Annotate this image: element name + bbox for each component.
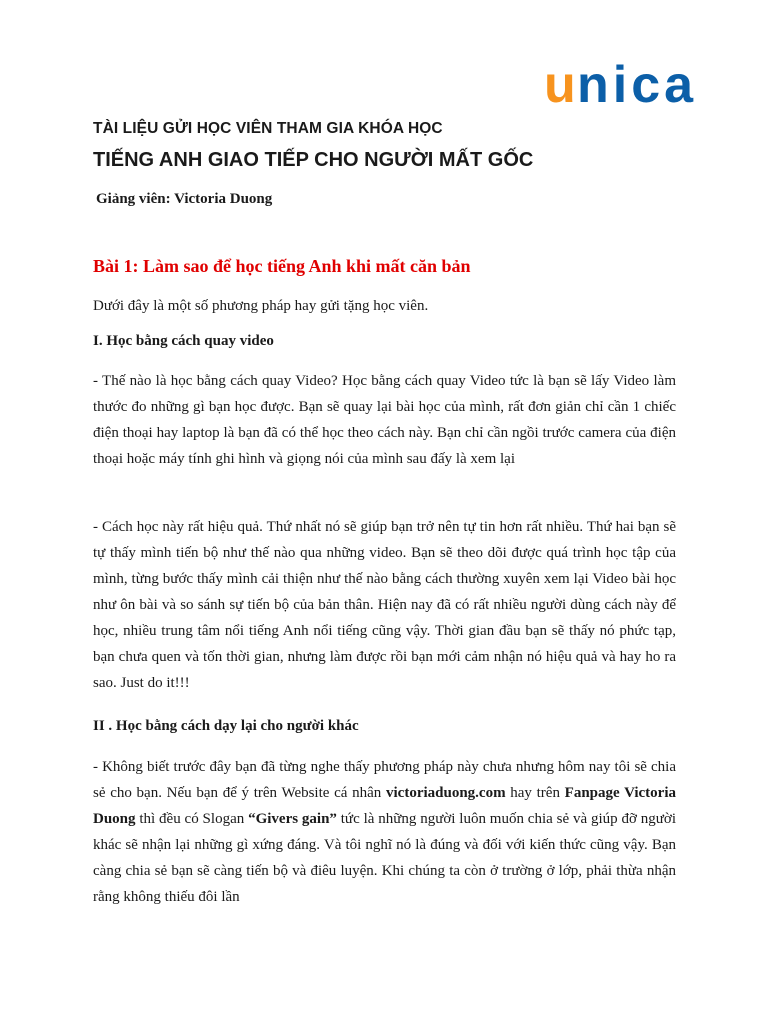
unica-logo — [544, 60, 724, 116]
svg-text:u: u — [544, 60, 576, 114]
svg-text:nica: nica — [577, 60, 698, 114]
document-title: TIẾNG ANH GIAO TIẾP CHO NGƯỜI MẤT GỐC — [93, 149, 534, 171]
section-2-text-d: tức là những người luôn muốn chia sẻ và giúp đỡ người khác sẽ nhận lại những gì xứng đáng. Và tôi nghĩ nó là đúng và đối với kiến thức cũng vậy. Bạn càng chia sẻ bạn sẽ càng tiến bộ và điêu luyện. Khi chúng ta còn ở trường ở lớp, phải thừa nhận rằng không thiếu đôi lần — [93, 811, 676, 905]
document-kicker: TÀI LIỆU GỬI HỌC VIÊN THAM GIA KHÓA HỌC — [93, 120, 443, 137]
fanpage-name: Fanpage Victoria Duong — [93, 785, 677, 827]
section-2-text-a: - Không biết trước đây bạn đã từng nghe thấy phương pháp này chưa nhưng hôm nay tôi sẽ chia sẻ cho bạn. Nếu bạn để ý trên Website cá nhân — [93, 759, 676, 801]
slogan: “Givers gain” — [248, 811, 337, 827]
section-1-heading: I. Học bằng cách quay video — [93, 333, 274, 349]
website-name: victoriaduong.com — [386, 785, 506, 801]
section-2-text-b: hay trên — [505, 785, 565, 801]
section-2-heading: II . Học bằng cách dạy lại cho người khác — [93, 718, 359, 734]
instructor-line: Giảng viên: Victoria Duong — [96, 191, 273, 207]
section-1-paragraph-1: - Thế nào là học bằng cách quay Video? Học bằng cách quay Video tức là bạn sẽ lấy Video làm thước đo những gì bạn học được. Bạn sẽ quay lại bài học của mình, rất đơn giản chỉ cần 1 chiếc điện thoại hay laptop là bạn đã có thể học theo cách này. Bạn chỉ cần ngồi trước camera của điện thoại hoặc máy tính ghi hình và giọng nói của mình sau đấy là xem lại — [93, 373, 676, 467]
intro-paragraph: Dưới đây là một số phương pháp hay gửi tặng học viên. — [93, 298, 429, 314]
section-2-text-c: thì đều có Slogan — [135, 811, 249, 827]
section-1-paragraph-2: - Cách học này rất hiệu quả. Thứ nhất nó sẽ giúp bạn trở nên tự tin hơn rất nhiều. Thứ hai bạn sẽ tự thấy mình tiến bộ như thế nào qua những video. Bạn sẽ theo dõi được quá trình học tập của mình, từng bước thấy mình cải thiện như thế nào bằng cách thường xuyên xem lại Video bài học như ôn bài và so sánh sự tiến bộ của bản thân. Hiện nay đã có rất nhiều người dùng cách này để học, nhiều trung tâm nổi tiếng Anh nổi tiếng cũng vậy. Thời gian đầu bạn sẽ thấy nó phức tạp, bạn chưa quen và tốn thời gian, nhưng làm được rồi bạn mới cảm nhận nó hiệu quả và hay ho ra sao. Just do it!!! — [93, 519, 676, 691]
lesson-title: Bài 1: Làm sao để học tiếng Anh khi mất căn bản — [93, 256, 471, 276]
section-2-paragraph-1 — [93, 754, 676, 910]
